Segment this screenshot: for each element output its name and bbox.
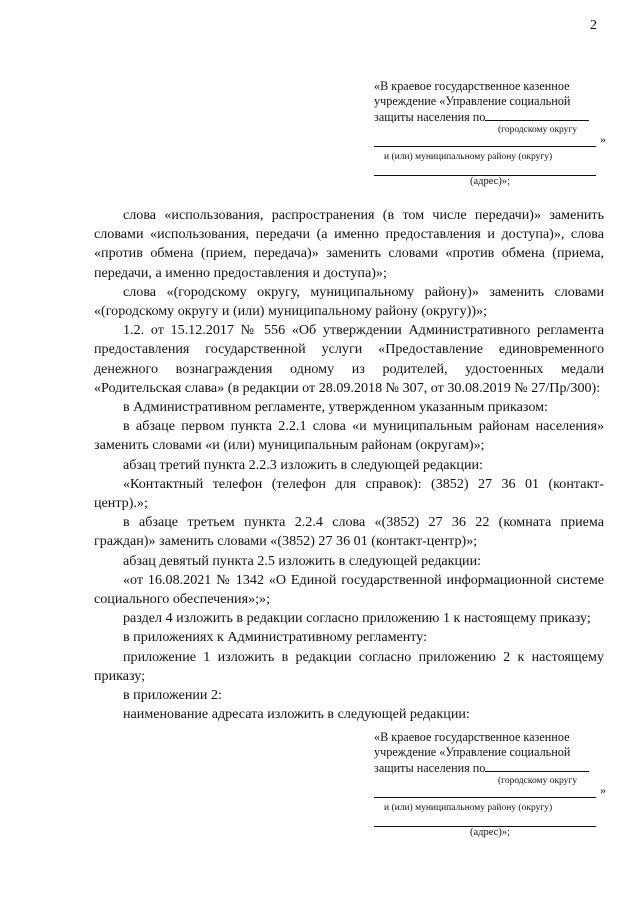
district-hint: (городскому округу (498, 125, 578, 135)
municipal-row (374, 132, 610, 152)
address-line-1: «В краевое государственное казенное (374, 79, 570, 93)
paragraph: приложение 1 изложить в редакции согласно приложению 2 к настоящему приказу; (94, 648, 604, 684)
document-body (94, 206, 604, 724)
municipal-row (374, 783, 610, 803)
address-line-3-text: защиты населения по (374, 110, 486, 124)
page-number: 2 (590, 18, 597, 33)
paragraph: слова «(городскому округу, муниципальному району)» заменить словами «(городскому округу и (или) муниципальному району (округу))»; (94, 283, 604, 320)
paragraph: в приложениях к Административному регламенту: (123, 629, 428, 646)
district-blank-line (485, 109, 589, 121)
address-line-2: учреждение «Управление социальной (374, 745, 571, 759)
paragraph: 1.2. от 15.12.2017 № 556 «Об утверждении Административного регламента предоставления государственной услуги «Предоставление единовременного денежного вознаграждения одному из родителей, удостоенных медали «Родительская слава» (в редакции от 28.09.2018 № 307, от 30.08.2019 № 27/Пр/300): (94, 322, 604, 396)
municipal-blank-line (374, 797, 596, 798)
district-hint: (городскому округу (498, 776, 578, 786)
district-blank-line (485, 760, 589, 772)
paragraph: «Контактный телефон (телефон для справок): (3852) 27 36 01 (контакт-центр).»; (94, 475, 604, 512)
address-block-bottom (374, 730, 610, 838)
paragraph: раздел 4 изложить в редакции согласно приложению 1 к настоящему приказу; (123, 610, 591, 627)
address-hint: (адрес)»; (470, 827, 510, 838)
closing-quote: » (600, 132, 606, 146)
paragraph: в абзаце третьем пункта 2.2.4 слова «(3852) 27 36 22 (комната приема граждан)» заменить словами «(3852) 27 36 01 (контакт-центр)»; (94, 514, 604, 550)
municipal-blank-line (374, 146, 596, 147)
municipal-hint: и (или) муниципальному району (округу) (384, 803, 553, 813)
paragraph: абзац девятый пункта 2.5 изложить в следующей редакции: (123, 552, 482, 569)
paragraph: «от 16.08.2021 № 1342 «О Единой государственной информационной системе социального обеспечения»;»; (94, 571, 604, 608)
address-line-3 (374, 109, 610, 125)
paragraph: наименование адресата изложить в следующей редакции: (123, 706, 470, 723)
address-line-3-text: защиты населения по (374, 761, 486, 775)
address-line-2: учреждение «Управление социальной (374, 94, 571, 108)
paragraph: в приложении 2: (123, 687, 222, 704)
paragraph: в абзаце первом пункта 2.2.1 слова «и муниципальным районам населения» заменить словами «и (или) муниципальным районам (округам)»; (94, 418, 604, 454)
address-block-top (374, 79, 610, 187)
paragraph: абзац третий пункта 2.2.3 изложить в следующей редакции: (123, 456, 483, 473)
address-line-3 (374, 760, 610, 776)
municipal-hint: и (или) муниципальному району (округу) (384, 152, 553, 162)
address-line-1: «В краевое государственное казенное (374, 730, 570, 744)
paragraph: в Административном регламенте, утвержденном указанным приказом: (123, 399, 548, 416)
closing-quote: » (600, 783, 606, 797)
paragraph: слова «использования, распространения (в том числе передачи)» заменить словами «использования, передачи (а именно предоставления и доступа)», слова «против обмена (прием, передача)» заменить словами «против обмена (приема, передачи, а именно предоставления и доступа)»; (94, 207, 604, 281)
address-hint: (адрес)»; (470, 176, 510, 187)
